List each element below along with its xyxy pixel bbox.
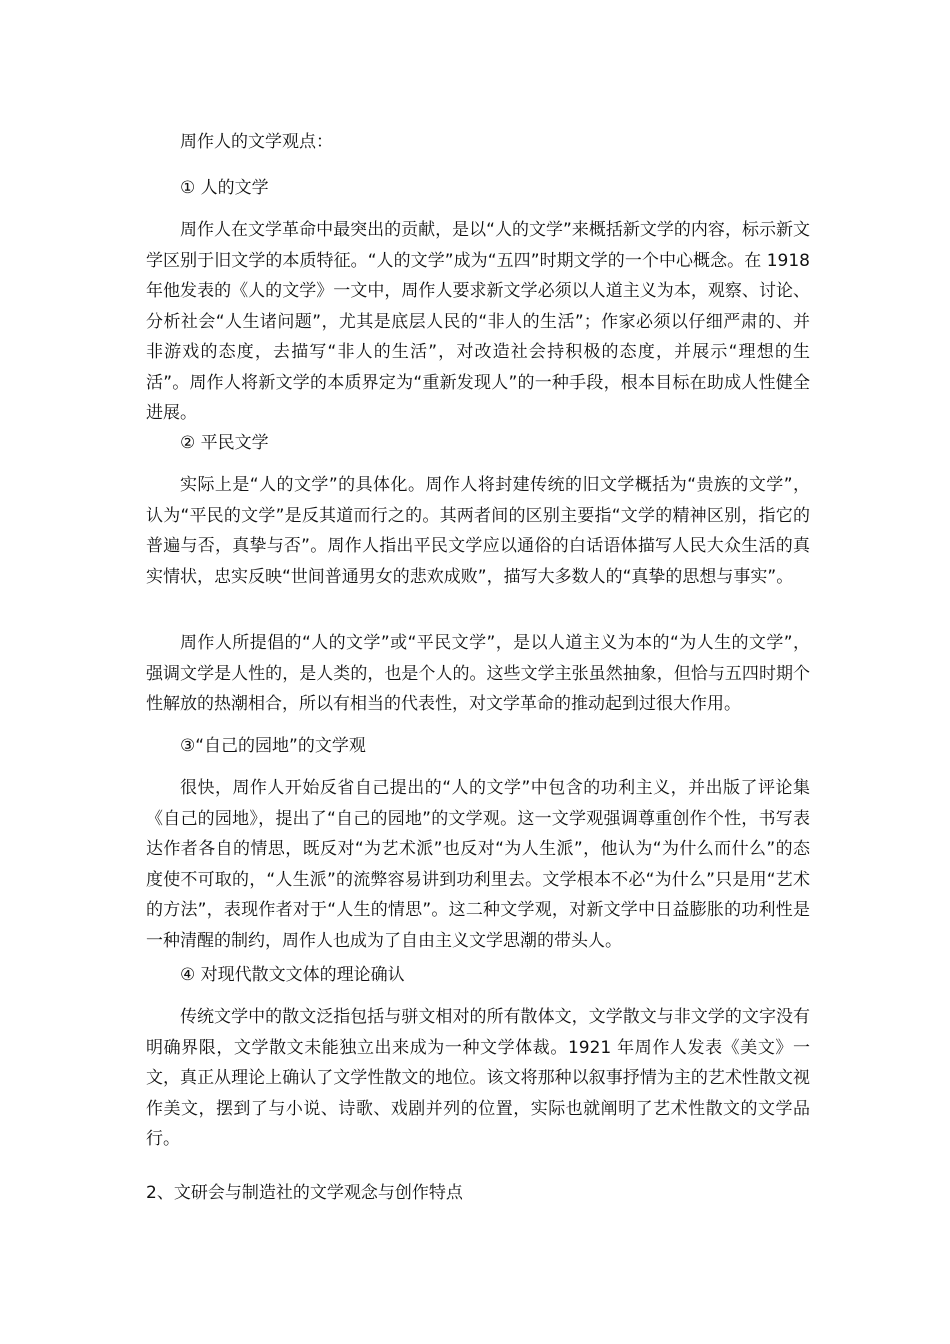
section-2-paragraph-1: 实际上是“人的文学”的具体化。周作人将封建传统的旧文学概括为“贵族的文学”，认为“平民的文学”是反其道而行之的。其两者间的区别主要指“文学的精神区别，指它的普遍与否，真挚与否”。周作人指出平民文学应以通俗的白话语体描写人民大众生活的真实情状，忠实反映“世间普通男女的悲欢成败”，描写大多数人的“真挚的思想与事实”。 <box>146 475 810 587</box>
section-2-paragraph-2: 周作人所提倡的“人的文学”或“平民文学”，是以人道主义为本的“为人生的文学”，强调文学是人性的，是人类的，也是个人的。这些文学主张虽然抽象，但恰与五四时期个性解放的热潮相合，所以有相当的代表性，对文学革命的推动起到过很大作用。 <box>146 633 810 714</box>
section-heading-1: ① 人的文学 <box>180 178 269 198</box>
next-section-heading: 2、文研会与制造社的文学观念与创作特点 <box>146 1183 463 1203</box>
section-3-paragraph-1: 很快，周作人开始反省自己提出的“人的文学”中包含的功利主义，并出版了评论集《自己的园地》，提出了“自己的园地”的文学观。这一文学观强调尊重创作个性，书写表达作者各自的情思，既反对“为艺术派”也反对“为人生派”，他认为“为什么而什么”的态度使不可取的，“人生派”的流弊容易讲到功利里去。文学根本不必“为什么”只是用“艺术的方法”，表现作者对于“人生的情思”。这二种文学观，对新文学中日益膨胀的功利性是一种清醒的制约，周作人也成为了自由主义文学思潮的带头人。 <box>146 778 810 951</box>
section-heading-4: ④ 对现代散文文体的理论确认 <box>180 965 405 985</box>
section-heading-2: ② 平民文学 <box>180 433 269 453</box>
section-4-paragraph-1: 传统文学中的散文泛指包括与骈文相对的所有散体文，文学散文与非文学的文字没有明确界限，文学散文未能独立出来成为一种文学体裁。1921 年周作人发表《美文》一文，真正从理论上确认了文学性散文的地位。该文将那种以叙事抒情为主的艺术性散文视作美文，摆到了与小说、诗歌、戏剧并列的位置，实际也就阐明了艺术性散文的文学品行。 <box>146 1007 810 1149</box>
intro-heading: 周作人的文学观点： <box>180 132 333 152</box>
section-1-paragraph-1: 周作人在文学革命中最突出的贡献，是以“人的文学”来概括新文学的内容，标示新文学区别于旧文学的本质特征。“人的文学”成为“五四”时期文学的一个中心概念。在 1918 年他发表的《人的文学》一文中，周作人要求新文学必须以人道主义为本，观察、讨论、分析社会“人生诸问题”，尤其是底层人民的“非人的生活”；作家必须以仔细严肃的、并非游戏的态度，去描写“非人的生活”，对改造社会持积极的态度，并展示“理想的生活”。周作人将新文学的本质界定为“重新发现人”的一种手段，根本目标在助成人性健全进展。 <box>146 220 810 423</box>
section-heading-3: ③“自己的园地”的文学观 <box>180 736 366 756</box>
